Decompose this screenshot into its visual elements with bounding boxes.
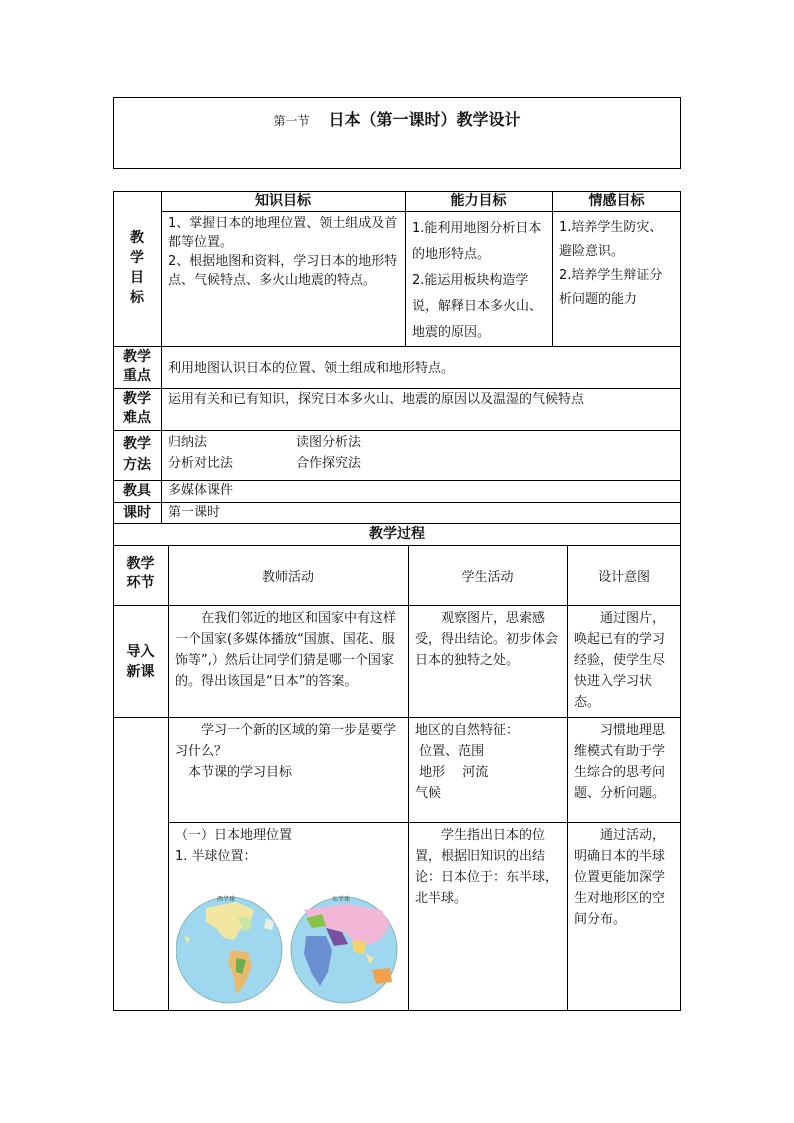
teacher-activity-3: （一）日本地理位置 1. 半球位置：	[175, 828, 293, 864]
student-activity-3: 学生指出日本的位置，根据旧知识的出结论：日本位于：东半球，北半球。	[415, 828, 559, 906]
key-point-label: 教学 重点	[123, 349, 151, 384]
header-teacher: 教师活动	[261, 570, 314, 585]
header-knowledge: 知识目标	[255, 193, 311, 209]
map-label-west: 西半球	[217, 896, 236, 903]
header-intent: 设计意图	[597, 570, 650, 585]
ability-objectives: 1.能利用地图分析日本的地形特点。 2.能运用板块构造学说，解释日本多火山、地震的原因。	[412, 221, 543, 340]
key-point-text: 利用地图认识日本的位置、领土组成和地形特点。	[168, 361, 455, 376]
intent-3: 通过活动，明确日本的半球位置更能加深学生对地形区的空间分布。	[574, 828, 666, 927]
process-title: 教学过程	[369, 526, 425, 542]
page-title	[113, 107, 681, 130]
map-label-east: 东半球	[332, 896, 351, 903]
eastern-hemisphere-map	[291, 897, 397, 1003]
title-main: 日本（第一课时）教学设计	[328, 110, 521, 129]
header-student: 学生活动	[461, 570, 514, 585]
tools-label: 教具	[123, 483, 151, 499]
method-1: 归纳法	[168, 435, 208, 450]
method-4: 合作探究法	[296, 456, 362, 471]
header-ability: 能力目标	[450, 193, 507, 209]
title-prefix: 第一节	[273, 114, 310, 128]
intent-2: 习惯地理思维模式有助于学生综合的思考问题、分析问题。	[574, 723, 666, 801]
objectives-row-label: 教 学 目 标	[130, 230, 144, 306]
period-text: 第一课时	[168, 505, 221, 520]
tools-text: 多媒体课件	[168, 483, 234, 498]
knowledge-objectives: 1、掌握日本的地理位置、领土组成及首都等位置。 2、根据地图和资料，学习日本的地形特点、气候特点、多火山地震的特点。	[168, 216, 398, 288]
student-activity-1: 观察图片，思索感受，得出结论。初步体会日本的独特之处。	[415, 611, 559, 668]
emotion-objectives: 1.培养学生防灾、避险意识。 2.培养学生辩证分析问题的能力	[559, 220, 663, 307]
hemisphere-map-svg	[176, 888, 406, 1006]
difficulty-label: 教学 难点	[123, 391, 151, 426]
teacher-activity-1: 在我们邻近的地区和国家中有这样一个国家(多媒体播放“国旗、国花、服饰等”,）然后让同学们猜是哪一个国家的。得出该国是“日本”的答案。	[175, 611, 397, 689]
intent-1: 通过图片，唤起已有的学习经验，使学生尽快进入学习状态。	[574, 611, 666, 710]
teacher-activity-2: 学习一个新的区域的第一步是要学习什么？ 本节课的学习目标	[175, 723, 397, 780]
methods-label: 教学 方法	[123, 436, 151, 473]
method-3: 分析对比法	[168, 456, 234, 471]
header-stage: 教学 环节	[126, 556, 155, 591]
hemisphere-maps	[176, 888, 406, 1006]
header-emotion: 情感目标	[588, 193, 645, 209]
method-2: 读图分析法	[296, 435, 362, 450]
student-activity-2: 地区的自然特征： 位置、范围 地形 河流 气候	[415, 723, 520, 801]
stage-intro: 导入 新课	[126, 644, 155, 680]
western-hemisphere-map	[176, 897, 282, 1003]
difficulty-text: 运用有关和已有知识，探究日本多火山、地震的原因以及温湿的气候特点	[168, 392, 585, 407]
period-label: 课时	[123, 505, 151, 521]
